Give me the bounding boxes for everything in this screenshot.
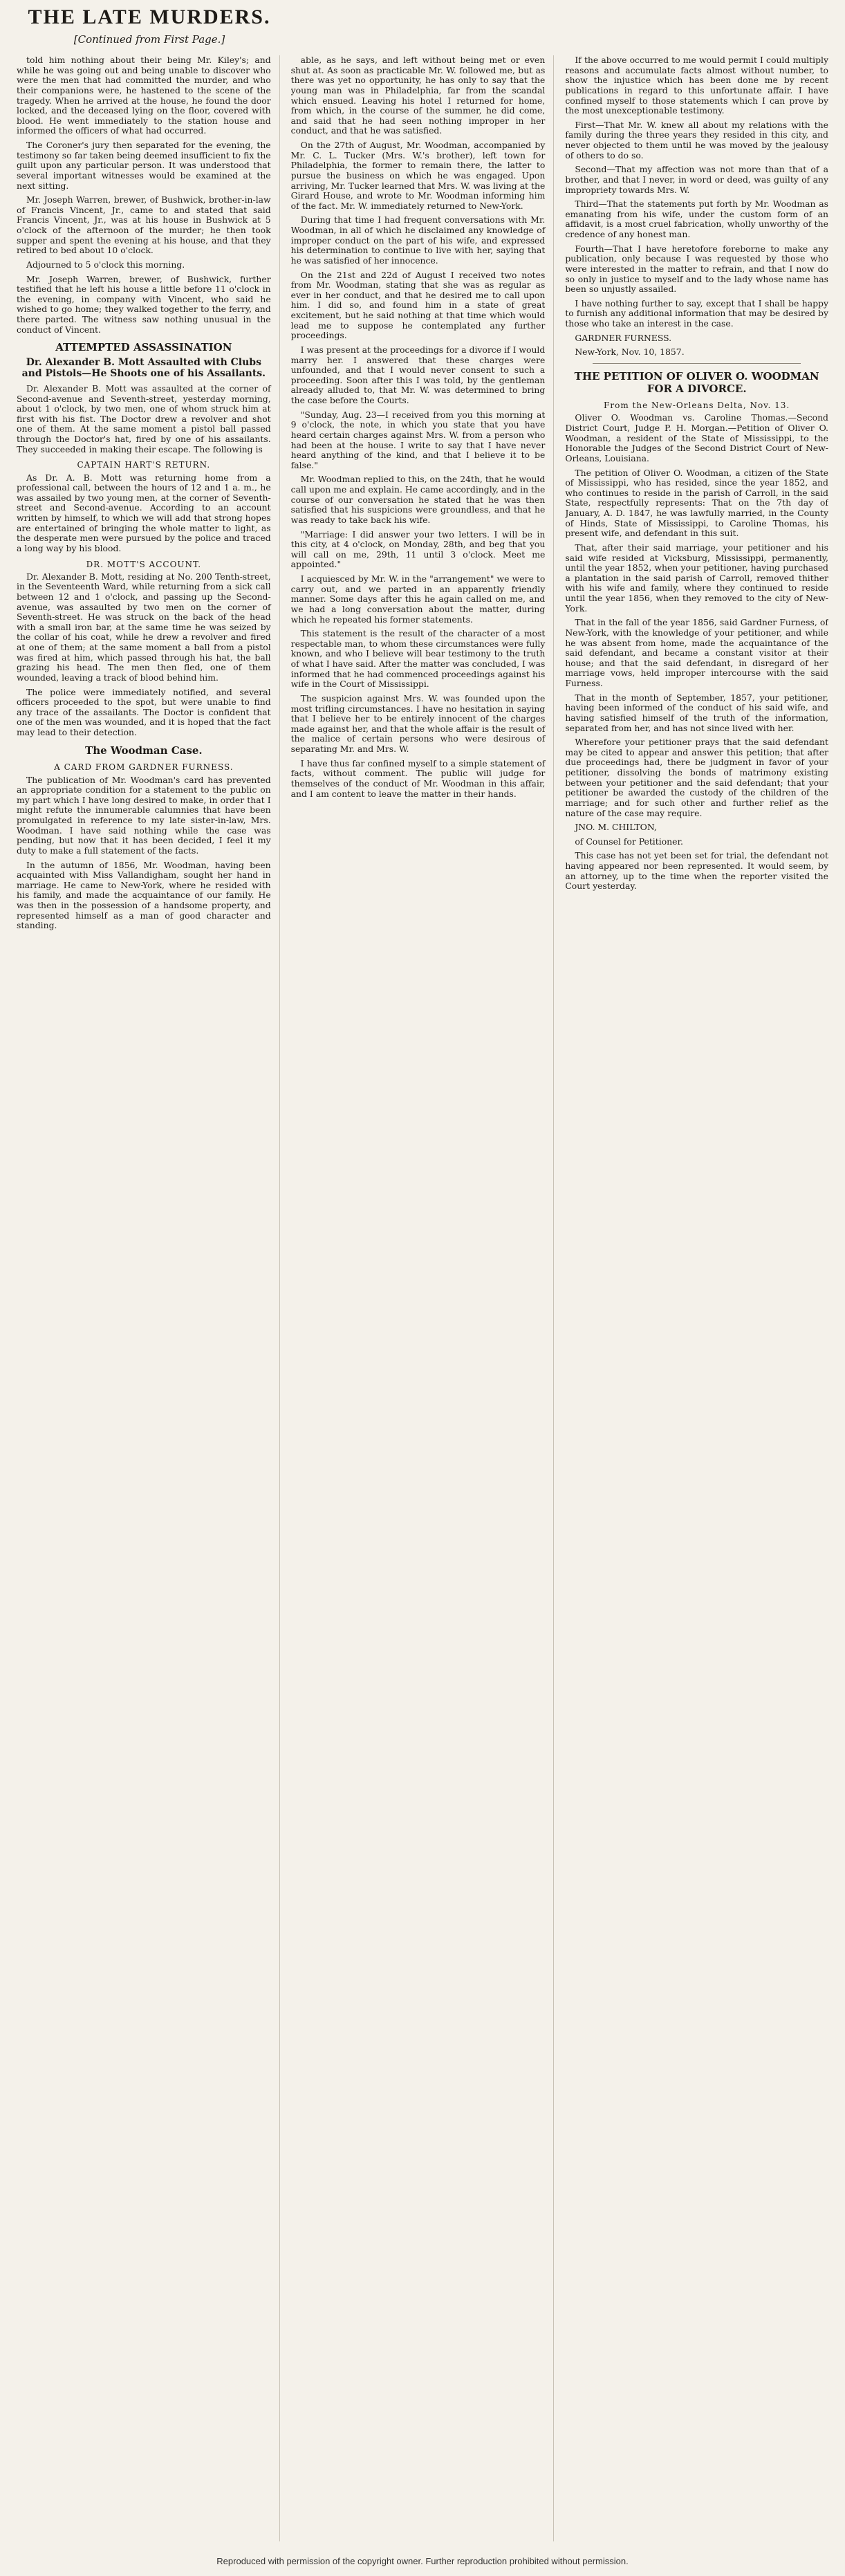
section-headline: THE PETITION OF OLIVER O. WOODMAN FOR A DIVORCE. [574, 369, 819, 395]
body-paragraph: Mr. Woodman replied to this, on the 24th, that he would call upon me and explain. He came accordingly, and in the course of our conversation he stated that he was then satisfied that his suspicions were groundless, and that he was ready to take back his wife. [290, 474, 546, 525]
section-headline: The Woodman Case. [85, 744, 203, 757]
body-paragraph: During that time I had frequent conversations with Mr. Woodman, in all of which he disclaimed any knowledge of improper conduct on the part of his wife, and expressed his determination to continue to live with her, saying that he was satisfied of her innocence. [290, 214, 546, 266]
body-paragraph: able, as he says, and left without being met or even shut at. As soon as practicable Mr. W. followed me, but as there was yet no opportunity, he has only to say that the young man was in Philadelphia, far from the scandal which ensued. Leaving his hotel I returned for home, from which, in the course of the summer, he did come, and said that he had seen nothing improper in her conduct, and that he was satisfied. [290, 55, 546, 136]
body-paragraph: Adjourned to 5 o'clock this morning. [26, 259, 185, 270]
body-paragraph: This statement is the result of the character of a most respectable man, to whom these circumstances were fully known, and who I believe will bear testimony to the truth of what I have said. After the matter was concluded, I was informed that he had commenced proceedings against his wife in the Court of Mississippi. [290, 628, 546, 690]
body-paragraph: The police were immediately notified, and several officers proceeded to the spot, but were unable to find any trace of the assailants. The Doctor is confident that one of the men was wounded, and it is hoped that the fact may lead to their detection. [17, 686, 271, 738]
body-paragraph: "Sunday, Aug. 23—I received from you this morning at 9 o'clock, the note, in which you state that you have heard certain charges against Mrs. W. from a person who had been at the house. I write to say that I have never heard anything of the kind, and that I believe it to be false." [290, 409, 546, 470]
body-paragraph: Dr. Alexander B. Mott was assaulted at the corner of Second-avenue and Seventh-street, yesterday morning, about 1 o'clock, by two men, one of whom struck him at first with his fist. The Doctor drew a revolver and shot one of them. At the same moment a pistol ball passed through the Doctor's hat, fired by one of his assailants. They succeeded in making their escape. The following is [17, 383, 271, 454]
body-paragraph: "Marriage: I did answer your two letters. I will be in this city, at 4 o'clock, on Monday, 28th, and beg that you will call on me, 29th, 11 until 3 o'clock. Meet me appointed." [290, 528, 546, 570]
subsection-heading: DR. MOTT'S ACCOUNT. [86, 559, 202, 569]
subsection-heading: CAPTAIN HART'S RETURN. [77, 460, 211, 470]
body-paragraph: JNO. M. CHILTON, [575, 822, 657, 833]
body-paragraph: New-York, Nov. 10, 1857. [575, 347, 685, 358]
column-3 [565, 55, 828, 2541]
body-paragraph: In the autumn of 1856, Mr. Woodman, having been acquainted with Miss Vallandigham, sought her hand in marriage. He came to New-York, where he resided with his family, and made the acquaintance of our family. He was then in the possession of a handsome property, and represented himself as a man of good character and standing. [17, 859, 271, 931]
body-paragraph: I have nothing further to say, except that I shall be happy to furnish any additional information that may be desired by those who take an interest in the case. [565, 297, 828, 329]
body-paragraph: Fourth—That I have heretofore foreborne to make any publication, only because I was requested by those who were interested in the matter to refrain, and that I now do so only in justice to myself and to the lady whose name has been so unjustly assailed. [565, 243, 828, 295]
body-paragraph: of Counsel for Petitioner. [575, 836, 683, 847]
body-paragraph: Wherefore your petitioner prays that the said defendant may be cited to appear and answer this petition; that after due proceedings had, there be judgment in favor of your petitioner, dissolving the bonds of matrimony existing between your petitioner and the said defendant; that your petitioner be awarded the custody of the children of the marriage; and for such other and further relief as the nature of the case may require. [565, 737, 828, 818]
body-paragraph: On the 21st and 22d of August I received two notes from Mr. Woodman, stating that she was as regular as ever in her conduct, and that he desired me to call upon him. I did so, and found him in a state of great excitement, but he said nothing at that time which would lead me to suppose he contemplated any further proceedings. [290, 269, 546, 341]
body-paragraph: On the 27th of August, Mr. Woodman, accompanied by Mr. C. L. Tucker (Mrs. W.'s brother), left town for Philadelphia, the former to remain there, the latter to pursue the business on which he was engaged. Upon arriving, Mr. Tucker learned that Mrs. W. was living at the Girard House, and wrote to Mr. Woodman informing him of the fact. Mr. W. immediately returned to New-York. [290, 140, 546, 211]
body-paragraph: Mr. Joseph Warren, brewer, of Bushwick, further testified that he left his house a little before 11 o'clock in the evening, in company with Vincent, who said he wished to go home; they walked together to the ferry, and there parted. The witness saw nothing unusual in the conduct of Vincent. [17, 273, 271, 335]
body-paragraph: Mr. Joseph Warren, brewer, of Bushwick, brother-in-law of Francis Vincent, Jr., came to and stated that said Francis Vincent, Jr., was at his house in Bushwick at 5 o'clock of the afternoon of the murder; he then took supper and spent the evening at his house, and that they retired to bed about 10 o'clock. [17, 194, 271, 256]
body-paragraph: This case has not yet been set for trial, the defendant not having appeared nor been represented. It would seem, by an attorney, up to the time when the reporter visited the Court yesterday. [565, 850, 828, 892]
article-masthead [25, 6, 274, 46]
body-paragraph: told him nothing about their being Mr. Kiley's; and while he was going out and being unable to discover who were the men that had committed the murder, and who their companions were, he hastened to the scene of the tragedy. When he arrived at the house, he found the door locked, and the deceased lying on the floor, covered with blood. He went immediately to the station house and informed the officers of what had occurred. [17, 55, 271, 136]
body-paragraph: GARDNER FURNESS. [575, 332, 672, 343]
body-paragraph: Oliver O. Woodman vs. Caroline Thomas.—Second District Court, Judge P. H. Morgan.—Petition of Oliver O. Woodman, a resident of the State of Mississippi, to the Honorable the Judges of the Second District Court of New-Orleans, Louisiana. [565, 412, 828, 463]
article-columns [17, 55, 828, 2541]
article-subtitle: [Continued from First Page.] [73, 33, 225, 46]
section-headline: ATTEMPTED ASSASSINATION [55, 341, 232, 354]
column-2 [291, 55, 555, 2541]
subsection-heading: A CARD FROM GARDNER FURNESS. [54, 762, 234, 773]
section-deck: Dr. Alexander B. Mott Assaulted with Clubs and Pistols—He Shoots one of his Assailants. [21, 356, 266, 380]
subsection-heading: From the New-Orleans Delta, Nov. 13. [604, 401, 790, 411]
body-paragraph: The petition of Oliver O. Woodman, a citizen of the State of Mississippi, who has resided, since the year 1852, and who continues to reside in the parish of Carroll, in the said State, respectfully represents: That on the 7th day of January, A. D. 1847, he was lawfully married, in the County of Hinds, State of Mississippi, to Caroline Thomas, his present wife, and defendant in this suit. [565, 467, 828, 539]
body-paragraph: Second—That my affection was not more than that of a brother, and that I never, in word or deed, was guilty of any impropriety towards Mrs. W. [565, 164, 828, 195]
body-paragraph: I acquiesced by Mr. W. in the "arrangement" we were to carry out, and we parted in an apparently friendly manner. Some days after this he again called on me, and we had a long conversation about the matter, during which he repeated his former statements. [290, 573, 546, 625]
body-paragraph: I was present at the proceedings for a divorce if I would marry her. I answered that these charges were unfounded, and that I would never consent to such a proceeding. Soon after this I was told, by the gentleman already alluded to, that Mr. W. was determined to bring the case before the Courts. [290, 344, 546, 405]
body-paragraph: Dr. Alexander B. Mott, residing at No. 200 Tenth-street, in the Seventeenth Ward, while returning from a sick call between 12 and 1 o'clock, and passing up the Second-avenue, was assaulted by two men on the corner of Seventh-street. He was struck on the back of the head with a small iron bar, at the same time he was seized by the collar of his coat, while he drew a revolver and fired at one of them; at the same moment a ball from a pistol was fired at him, which passed through his hat, the ball grazing his head. The men then fled, one of them wounded, leaving a track of blood behind him. [17, 571, 271, 683]
body-paragraph: That, after their said marriage, your petitioner and his said wife resided at Vicksburg, Mississippi, permanently, until the year 1852, when your petitioner, having purchased a plantation in the said parish of Carroll, removed thither with his wife and family, where they continued to reside until the year 1856, when they removed to the city of New-York. [565, 542, 828, 614]
article-title: THE LATE MURDERS. [28, 6, 271, 28]
body-paragraph: That in the fall of the year 1856, said Gardner Furness, of New-York, with the knowledge of your petitioner, and while he was absent from home, made the acquaintance of the said defendant, and became a constant visitor at their house; and that the said defendant, in disregard of her marriage vows, held improper intercourse with the said Furness. [565, 617, 828, 689]
column-1 [17, 55, 280, 2541]
section-divider [593, 363, 801, 364]
body-paragraph: That in the month of September, 1857, your petitioner, having been informed of the conduct of his said wife, and having satisfied himself of the truth of the information, separated from her, and has not since lived with her. [565, 692, 828, 733]
body-paragraph: The suspicion against Mrs. W. was founded upon the most trifling circumstances. I have no hesitation in saying that I believe her to be entirely innocent of the charges made against her, and that the whole affair is the result of the malice of certain persons who were desirous of separating Mr. and Mrs. W. [290, 692, 546, 754]
body-paragraph: The publication of Mr. Woodman's card has prevented an appropriate condition for a statement to the public on my part which I have long desired to make, in order that I might refute the innumerable calumnies that have been promulgated in reference to my late sister-in-law, Mrs. Woodman. I have said nothing while the case was pending, but now that it has been decided, I feel it my duty to make a full statement of the facts. [17, 774, 271, 856]
body-paragraph: As Dr. A. B. Mott was returning home from a professional call, between the hours of 12 and 1 a. m., he was assailed by two young men, at the corner of Seventh-street and Second-avenue. According to an account written by himself, to which we will add that strong hopes are entertained of bringing the whole matter to light, as the desperate men were pursued by the police and traced a long way by his blood. [17, 472, 271, 553]
body-paragraph: First—That Mr. W. knew all about my relations with the family during the three years they resided in this city, and never objected to them until he was moved by the jealousy of others to do so. [565, 119, 828, 160]
body-paragraph: The Coroner's jury then separated for the evening, the testimony so far taken being deemed insufficient to fix the guilt upon any particular person. It was understood that several important witnesses would be examined at the next sitting. [17, 140, 271, 191]
body-paragraph: I have thus far confined myself to a simple statement of facts, without comment. The public will judge for themselves of the conduct of Mr. Woodman in this affair, and I am content to leave the matter in their hands. [290, 757, 546, 799]
body-paragraph: Third—That the statements put forth by Mr. Woodman as emanating from his wife, under the custom form of an affidavit, is a most cruel fabrication, wholly unworthy of the credence of any honest man. [565, 199, 828, 239]
copyright-footer: Reproduced with permission of the copyright owner. Further reproduction prohibited without permission. [216, 2556, 629, 2566]
body-paragraph: If the above occurred to me would permit I could multiply reasons and accumulate facts almost without number, to show the injustice which has been done me by recent publications in regard to this unfortunate affair. I have confined myself to those statements which I can prove by the most unexceptionable testimony. [565, 55, 828, 116]
